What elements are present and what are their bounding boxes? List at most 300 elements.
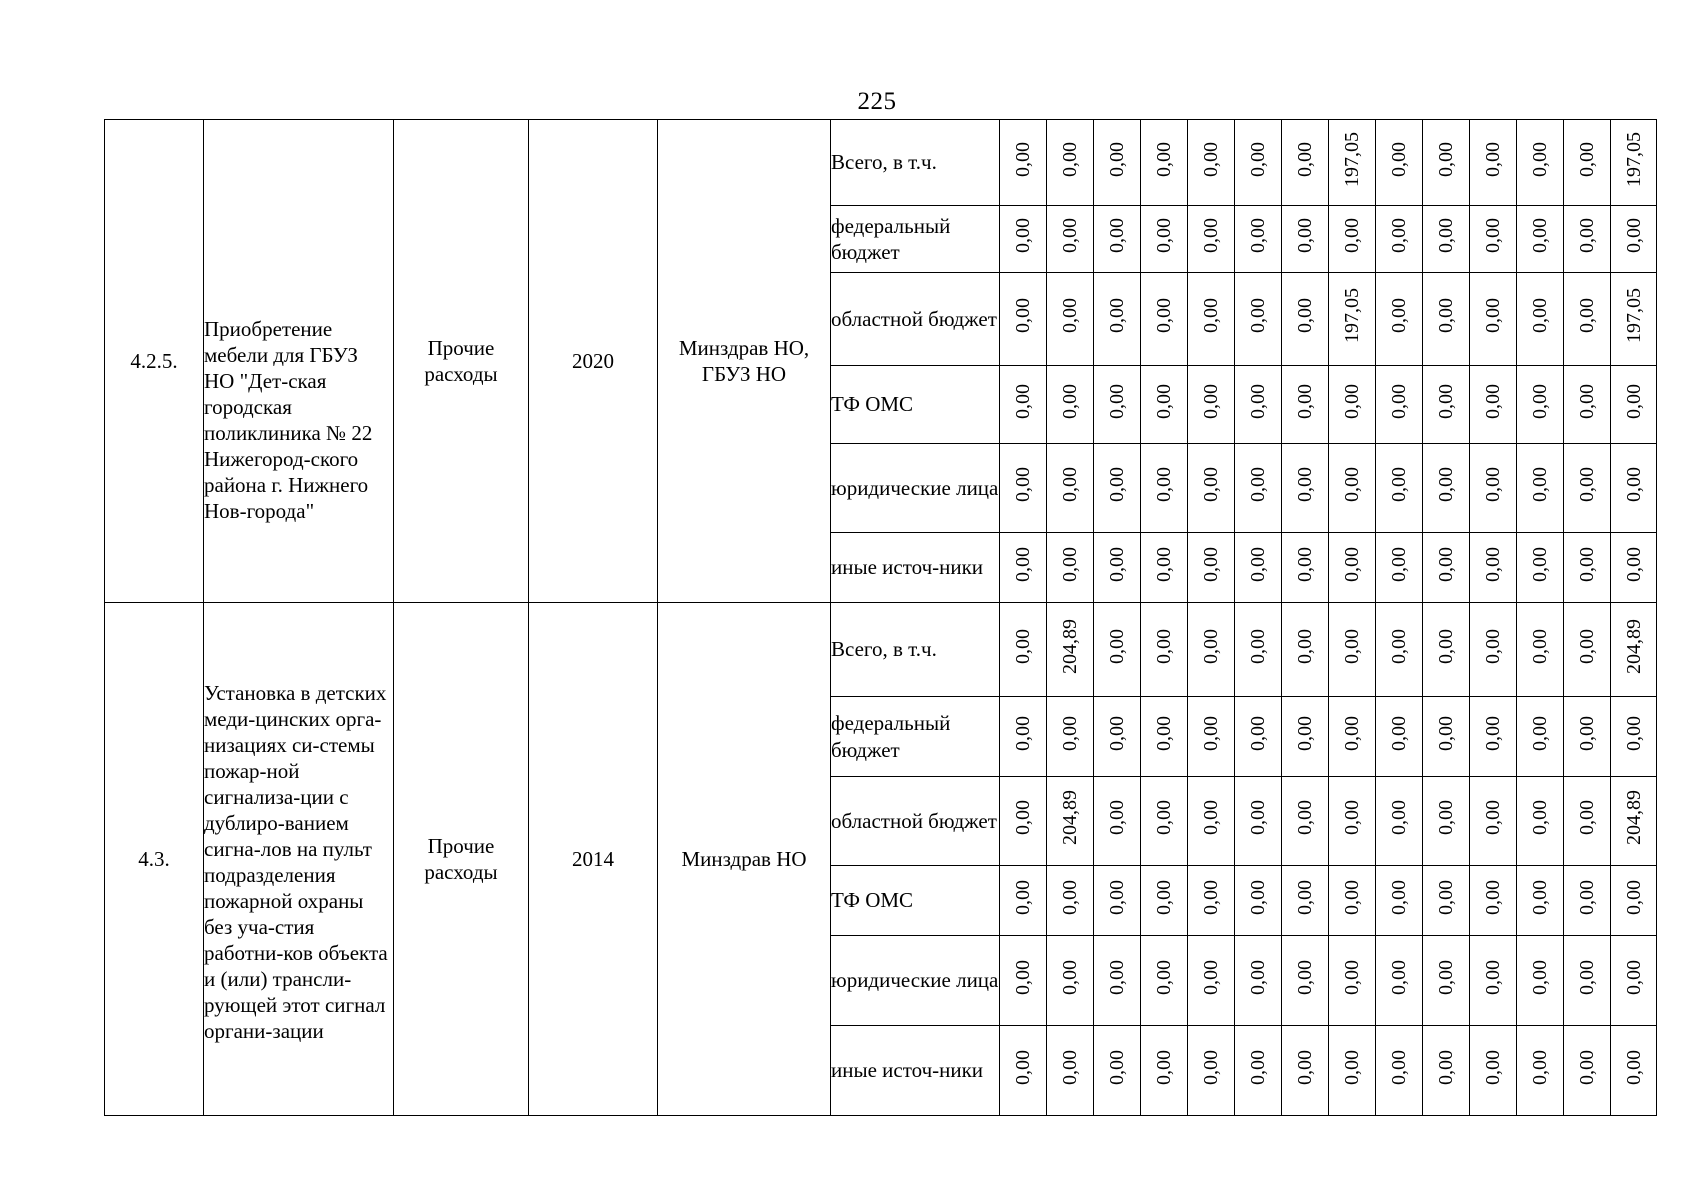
amount-cell [1188,866,1235,936]
table-row [105,120,1657,206]
amount-cell [1564,697,1611,777]
amount-value: 0,00 [1482,628,1504,664]
amount-cell [1611,533,1657,603]
amount-cell [1611,444,1657,533]
expense-type: Прочие расходы [394,603,529,1116]
amount-cell [1094,273,1141,366]
amount-cell [1235,273,1282,366]
amount-cell [1000,1026,1047,1116]
amount-cell [1235,936,1282,1026]
amount-cell [1141,866,1188,936]
amount-cell [1282,777,1329,866]
amount-cell [1376,444,1423,533]
amount-cell [1000,866,1047,936]
amount-cell [1423,603,1470,697]
funding-source: ТФ ОМС [831,866,1000,936]
amount-cell [1141,533,1188,603]
amount-cell [1282,1026,1329,1116]
amount-value: 0,00 [1247,879,1269,915]
amount-cell [1188,1026,1235,1116]
funding-source: областной бюджет [831,273,1000,366]
amount-value: 0,00 [1576,800,1598,836]
amount-cell [1282,866,1329,936]
amount-value: 0,00 [1106,959,1128,995]
amount-cell [1470,777,1517,866]
amount-value: 0,00 [1153,141,1175,177]
amount-value: 0,00 [1153,1049,1175,1085]
amount-cell [1235,777,1282,866]
item-number: 4.3. [105,603,204,1116]
amount-value: 0,00 [1529,800,1551,836]
amount-cell [1282,444,1329,533]
amount-value: 0,00 [1482,959,1504,995]
amount-cell [1188,603,1235,697]
amount-value: 0,00 [1059,298,1081,334]
amount-value: 0,00 [1482,141,1504,177]
amount-value: 0,00 [1388,1049,1410,1085]
amount-value: 0,00 [1153,879,1175,915]
amount-value: 0,00 [1576,1049,1598,1085]
amount-value: 0,00 [1622,1049,1645,1085]
amount-value: 0,00 [1576,298,1598,334]
amount-cell [1188,444,1235,533]
funding-source: Всего, в т.ч. [831,120,1000,206]
funding-source: иные источ-ники [831,1026,1000,1116]
amount-value: 0,00 [1200,546,1222,582]
amount-value: 0,00 [1200,1049,1222,1085]
amount-value: 0,00 [1294,959,1316,995]
amount-cell [1235,533,1282,603]
amount-cell [1047,1026,1094,1116]
amount-value: 0,00 [1247,298,1269,334]
amount-cell [1047,533,1094,603]
funding-source: юридические лица [831,444,1000,533]
item-name: Установка в детских меди-цинских орга-низациях си-стемы пожар-ной сигнализа-ции с дублиро-ванием сигна-лов на пульт подразделения пожарной охраны без уча-стия работни-ков объекта и (или) трансли-рующей этот сигнал органи-зации [204,603,394,1116]
amount-value: 0,00 [1106,141,1128,177]
amount-cell [1000,777,1047,866]
amount-cell [1564,120,1611,206]
amount-value: 0,00 [1435,800,1457,836]
amount-cell [1047,120,1094,206]
page-number: 225 [857,88,897,115]
amount-value: 0,00 [1341,715,1363,751]
amount-value: 0,00 [1576,467,1598,503]
amount-cell [1141,366,1188,444]
amount-cell [1141,603,1188,697]
amount-value: 0,00 [1059,715,1081,751]
amount-cell [1376,533,1423,603]
funding-source: областной бюджет [831,777,1000,866]
amount-value: 0,00 [1622,383,1645,419]
amount-value: 0,00 [1200,628,1222,664]
amount-cell [1423,697,1470,777]
amount-cell [1329,120,1376,206]
amount-cell [1423,444,1470,533]
amount-cell [1517,697,1564,777]
amount-cell [1470,603,1517,697]
amount-cell [1235,444,1282,533]
amount-cell [1329,206,1376,273]
amount-cell [1517,206,1564,273]
amount-cell [1141,697,1188,777]
amount-cell [1047,697,1094,777]
amount-cell [1470,1026,1517,1116]
amount-value: 0,00 [1059,141,1081,177]
amount-cell [1470,936,1517,1026]
amount-value: 0,00 [1622,879,1645,915]
amount-cell [1517,1026,1564,1116]
amount-cell [1282,936,1329,1026]
amount-cell [1047,866,1094,936]
amount-cell [1423,936,1470,1026]
amount-value: 0,00 [1341,959,1363,995]
funding-source: юридические лица [831,936,1000,1026]
amount-value: 0,00 [1059,383,1081,419]
amount-value: 0,00 [1106,298,1128,334]
amount-cell [1470,366,1517,444]
amount-value: 0,00 [1247,546,1269,582]
amount-value: 0,00 [1106,800,1128,836]
amount-cell [1376,936,1423,1026]
amount-value: 0,00 [1294,879,1316,915]
amount-cell [1564,273,1611,366]
amount-cell [1564,936,1611,1026]
amount-cell [1564,533,1611,603]
amount-cell [1141,444,1188,533]
amount-cell [1611,777,1657,866]
amount-cell [1047,444,1094,533]
amount-value: 197,05 [1341,131,1363,187]
amount-value: 0,00 [1435,298,1457,334]
amount-cell [1235,866,1282,936]
amount-cell [1564,1026,1611,1116]
amount-cell [1376,866,1423,936]
amount-value: 0,00 [1247,218,1269,254]
amount-cell [1376,120,1423,206]
amount-cell [1094,697,1141,777]
amount-value: 0,00 [1059,546,1081,582]
amount-cell [1611,866,1657,936]
amount-value: 197,05 [1622,131,1645,187]
amount-value: 0,00 [1153,800,1175,836]
amount-value: 0,00 [1576,715,1598,751]
amount-value: 0,00 [1435,141,1457,177]
amount-value: 0,00 [1482,383,1504,419]
amount-value: 0,00 [1247,800,1269,836]
amount-value: 0,00 [1247,1049,1269,1085]
amount-value: 0,00 [1200,141,1222,177]
amount-value: 0,00 [1153,298,1175,334]
amount-value: 0,00 [1294,218,1316,254]
amount-cell [1611,697,1657,777]
amount-value: 0,00 [1435,467,1457,503]
amount-value: 0,00 [1529,383,1551,419]
amount-value: 0,00 [1622,218,1645,254]
amount-value: 0,00 [1482,879,1504,915]
amount-value: 0,00 [1529,879,1551,915]
amount-cell [1235,697,1282,777]
amount-cell [1094,206,1141,273]
amount-value: 0,00 [1247,628,1269,664]
item-number: 4.2.5. [105,120,204,603]
amount-value: 0,00 [1388,467,1410,503]
amount-cell [1329,444,1376,533]
amount-value: 0,00 [1012,298,1034,334]
amount-cell [1423,533,1470,603]
amount-cell [1000,444,1047,533]
amount-value: 0,00 [1388,141,1410,177]
amount-value: 0,00 [1622,546,1645,582]
amount-cell [1423,1026,1470,1116]
executor: Минздрав НО, ГБУЗ НО [658,120,831,603]
amount-cell [1094,444,1141,533]
amount-value: 0,00 [1529,218,1551,254]
amount-value: 0,00 [1388,628,1410,664]
amount-cell [1141,936,1188,1026]
amount-value: 0,00 [1153,715,1175,751]
amount-cell [1329,1026,1376,1116]
amount-cell [1376,697,1423,777]
amount-cell [1611,120,1657,206]
amount-value: 0,00 [1294,628,1316,664]
amount-cell [1329,366,1376,444]
amount-value: 0,00 [1200,467,1222,503]
amount-value: 0,00 [1294,715,1316,751]
amount-cell [1423,120,1470,206]
funding-source: федеральный бюджет [831,697,1000,777]
amount-value: 0,00 [1012,141,1034,177]
amount-value: 0,00 [1388,298,1410,334]
amount-value: 0,00 [1247,959,1269,995]
amount-value: 0,00 [1341,383,1363,419]
amount-cell [1000,533,1047,603]
funding-source: иные источ-ники [831,533,1000,603]
amount-value: 0,00 [1482,1049,1504,1085]
amount-value: 0,00 [1529,546,1551,582]
amount-cell [1047,936,1094,1026]
amount-value: 0,00 [1200,715,1222,751]
amount-value: 0,00 [1294,1049,1316,1085]
amount-cell [1517,120,1564,206]
amount-cell [1000,366,1047,444]
amount-cell [1564,777,1611,866]
funding-source: Всего, в т.ч. [831,603,1000,697]
amount-cell [1188,273,1235,366]
amount-value: 0,00 [1576,628,1598,664]
amount-value: 0,00 [1059,959,1081,995]
amount-cell [1235,366,1282,444]
amount-cell [1423,206,1470,273]
funding-source: федеральный бюджет [831,206,1000,273]
amount-value: 0,00 [1012,959,1034,995]
amount-value: 0,00 [1200,383,1222,419]
amount-cell [1094,866,1141,936]
amount-cell [1376,1026,1423,1116]
amount-value: 0,00 [1012,467,1034,503]
amount-cell [1094,603,1141,697]
amount-cell [1517,366,1564,444]
amount-value: 0,00 [1529,628,1551,664]
amount-value: 197,05 [1341,288,1363,344]
amount-value: 0,00 [1153,467,1175,503]
amount-cell [1376,366,1423,444]
amount-cell [1141,120,1188,206]
amount-cell [1517,777,1564,866]
amount-value: 204,89 [1622,618,1645,674]
amount-value: 0,00 [1388,715,1410,751]
amount-value: 0,00 [1247,141,1269,177]
amount-value: 204,89 [1622,790,1645,846]
amount-value: 0,00 [1435,218,1457,254]
amount-cell [1094,533,1141,603]
amount-cell [1141,777,1188,866]
amount-cell [1611,603,1657,697]
amount-cell [1235,1026,1282,1116]
amount-cell [1470,120,1517,206]
amount-cell [1235,120,1282,206]
amount-cell [1235,206,1282,273]
amount-cell [1611,273,1657,366]
executor: Минздрав НО [658,603,831,1116]
amount-cell [1047,273,1094,366]
amount-value: 0,00 [1012,383,1034,419]
amount-cell [1235,603,1282,697]
amount-value: 0,00 [1012,628,1034,664]
amount-value: 0,00 [1388,218,1410,254]
amount-cell [1470,273,1517,366]
amount-cell [1000,603,1047,697]
table-body [105,120,1657,1116]
amount-cell [1000,273,1047,366]
amount-cell [1564,206,1611,273]
amount-value: 0,00 [1294,546,1316,582]
amount-cell [1000,120,1047,206]
amount-cell [1470,444,1517,533]
amount-cell [1282,603,1329,697]
amount-cell [1282,206,1329,273]
amount-value: 0,00 [1153,383,1175,419]
item-year: 2020 [529,120,658,603]
amount-cell [1047,366,1094,444]
amount-cell [1517,936,1564,1026]
amount-cell [1188,697,1235,777]
amount-value: 0,00 [1153,959,1175,995]
amount-value: 0,00 [1200,959,1222,995]
amount-value: 0,00 [1012,800,1034,836]
amount-cell [1564,603,1611,697]
amount-value: 0,00 [1529,298,1551,334]
amount-value: 0,00 [1294,383,1316,419]
amount-cell [1188,366,1235,444]
amount-value: 0,00 [1059,218,1081,254]
amount-value: 0,00 [1341,800,1363,836]
amount-value: 0,00 [1482,715,1504,751]
amount-cell [1470,866,1517,936]
amount-value: 0,00 [1200,879,1222,915]
amount-cell [1611,1026,1657,1116]
amount-value: 0,00 [1388,959,1410,995]
amount-cell [1329,273,1376,366]
amount-cell [1329,697,1376,777]
amount-value: 204,89 [1059,790,1081,846]
amount-cell [1282,273,1329,366]
amount-value: 0,00 [1482,298,1504,334]
amount-cell [1188,533,1235,603]
amount-cell [1376,206,1423,273]
amount-value: 0,00 [1106,628,1128,664]
amount-value: 0,00 [1106,1049,1128,1085]
amount-cell [1094,366,1141,444]
amount-cell [1329,936,1376,1026]
amount-cell [1329,866,1376,936]
amount-value: 0,00 [1529,141,1551,177]
amount-value: 0,00 [1247,383,1269,419]
amount-cell [1423,366,1470,444]
amount-value: 204,89 [1059,618,1081,674]
amount-value: 0,00 [1482,467,1504,503]
amount-cell [1000,936,1047,1026]
amount-cell [1517,603,1564,697]
item-year: 2014 [529,603,658,1116]
amount-value: 0,00 [1435,879,1457,915]
amount-cell [1611,936,1657,1026]
amount-value: 0,00 [1576,218,1598,254]
amount-cell [1141,273,1188,366]
amount-value: 0,00 [1576,141,1598,177]
amount-cell [1282,697,1329,777]
amount-value: 0,00 [1435,628,1457,664]
amount-value: 0,00 [1106,715,1128,751]
item-name: Приобретение мебели для ГБУЗ НО "Дет-ская городская поликлиника № 22 Нижегород-ского района г. Нижнего Нов-города" [204,120,394,603]
amount-value: 0,00 [1622,959,1645,995]
amount-value: 0,00 [1341,628,1363,664]
amount-cell [1282,120,1329,206]
amount-value: 0,00 [1435,959,1457,995]
amount-cell [1094,120,1141,206]
amount-value: 0,00 [1294,298,1316,334]
amount-cell [1000,697,1047,777]
amount-cell [1564,366,1611,444]
amount-value: 0,00 [1388,879,1410,915]
amount-value: 0,00 [1200,298,1222,334]
amount-value: 0,00 [1059,467,1081,503]
amount-value: 0,00 [1576,879,1598,915]
amount-cell [1470,533,1517,603]
amount-cell [1423,273,1470,366]
amount-cell [1517,533,1564,603]
amount-cell [1470,697,1517,777]
amount-value: 0,00 [1622,467,1645,503]
amount-cell [1047,206,1094,273]
amount-value: 0,00 [1012,218,1034,254]
amount-cell [1047,777,1094,866]
amount-cell [1141,206,1188,273]
amount-cell [1188,777,1235,866]
amount-value: 0,00 [1106,879,1128,915]
amount-value: 0,00 [1482,800,1504,836]
expense-type: Прочие расходы [394,120,529,603]
amount-value: 0,00 [1012,715,1034,751]
amount-value: 0,00 [1294,141,1316,177]
table-row [105,603,1657,697]
amount-cell [1329,533,1376,603]
amount-value: 0,00 [1294,467,1316,503]
amount-value: 0,00 [1012,879,1034,915]
amount-value: 0,00 [1529,715,1551,751]
funding-source: ТФ ОМС [831,366,1000,444]
amount-value: 0,00 [1341,218,1363,254]
amount-value: 0,00 [1529,1049,1551,1085]
